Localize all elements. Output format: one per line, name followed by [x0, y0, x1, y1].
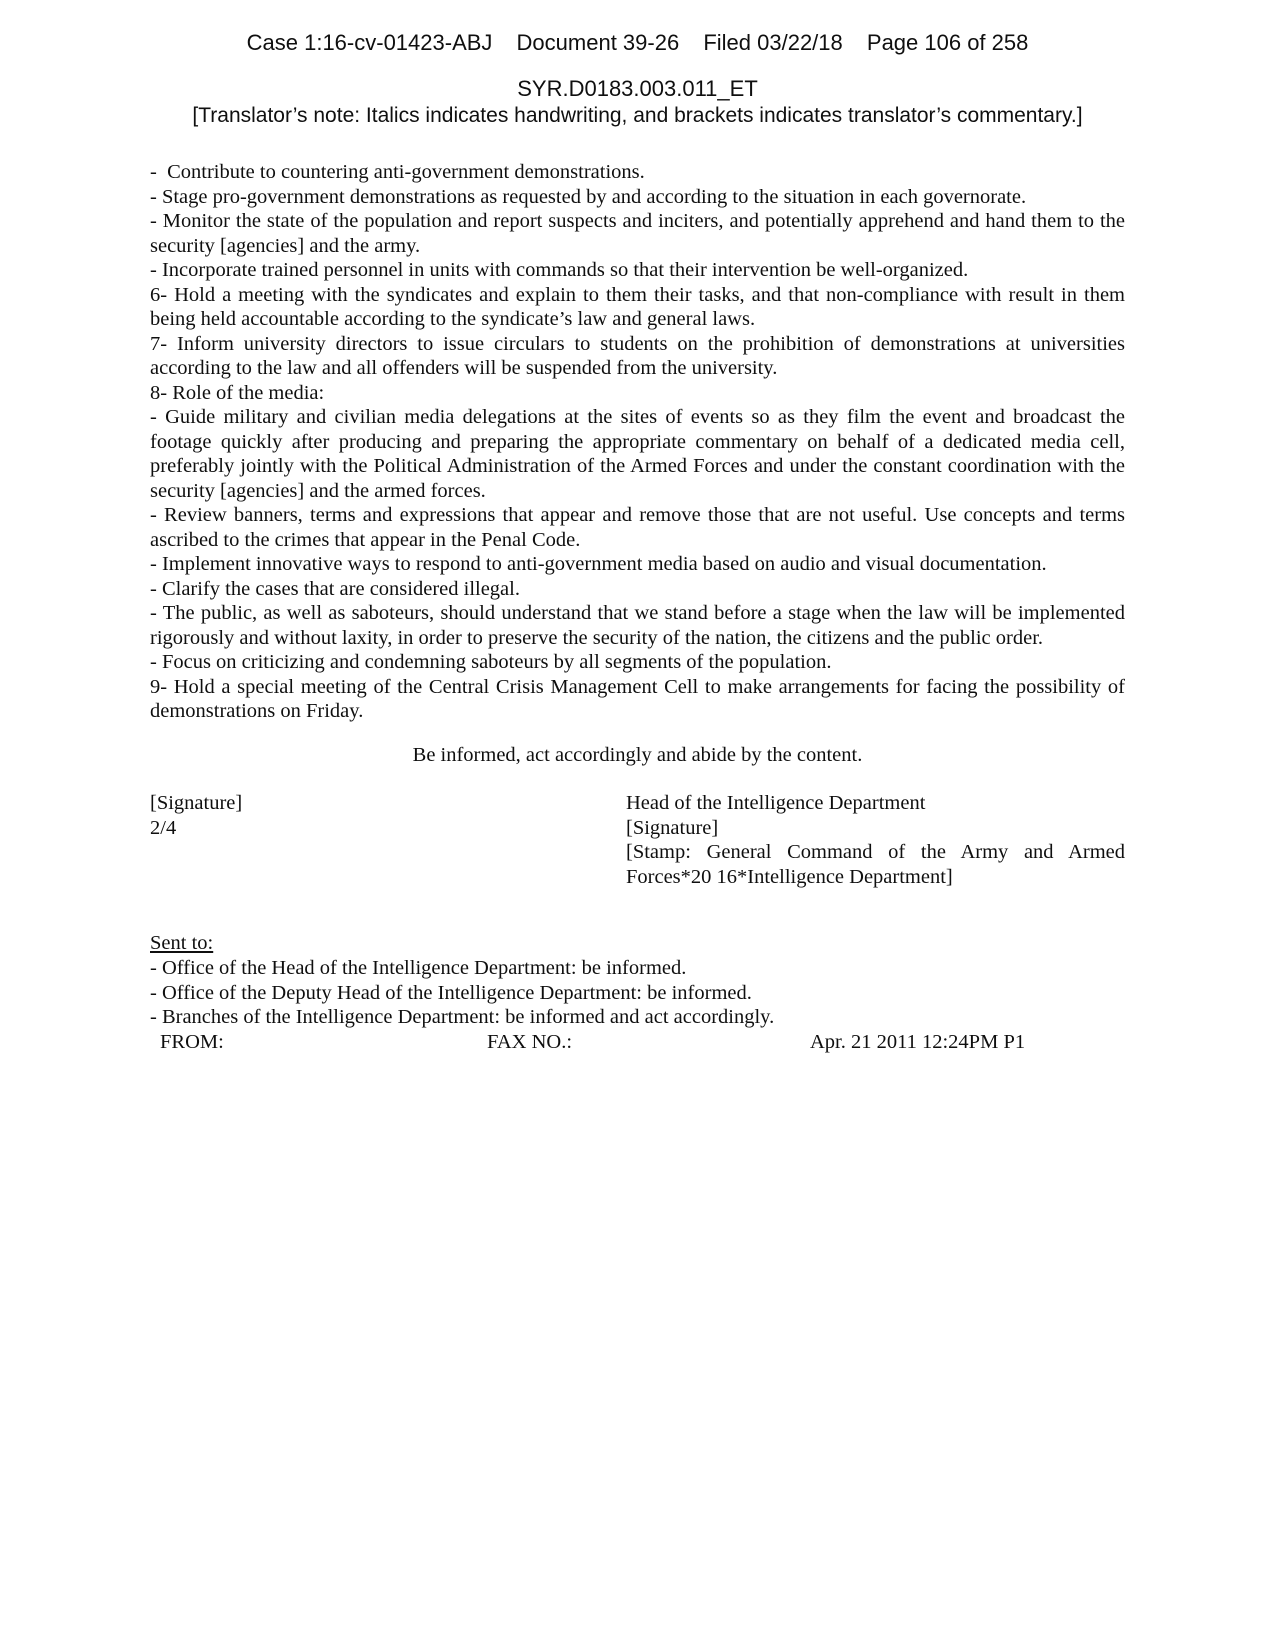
- translator-note: [Translator’s note: Italics indicates handwriting, and brackets indicates translator’s commentary.]: [192, 104, 1083, 127]
- closing-instruction: Be informed, act accordingly and abide by the content.: [412, 743, 863, 766]
- fax-from-label: FROM:: [160, 1031, 224, 1054]
- court-header: [0, 30, 1275, 55]
- body-paragraph: - The public, as well as saboteurs, should understand that we stand before a stage when the law will be implemented rigorously and without laxity, in order to preserve the security of the nation, the citizens and the public order.: [150, 602, 1131, 649]
- body-paragraph: - Focus on criticizing and condemning saboteurs by all segments of the population.: [150, 651, 832, 673]
- signature-left-column: [150, 791, 626, 889]
- signature-block: [150, 791, 1125, 889]
- sent-to-section: [150, 931, 1125, 1030]
- body-paragraph: - Guide military and civilian media delegations at the sites of events so as they film the event and broadcast the footage quickly after producing and preparing the appropriate commentary on behalf of a dedicated media cell, preferably jointly with the Political Administration of the Armed Forces and under the constant coordination with the security [agencies] and the armed forces.: [150, 406, 1131, 502]
- body-paragraph: - Monitor the state of the population and report suspects and inciters, and potentially apprehend and hand them to the security [agencies] and the army.: [150, 210, 1131, 257]
- fax-number-label: FAX NO.:: [487, 1031, 573, 1054]
- body-paragraph: 6- Hold a meeting with the syndicates and explain to them their tasks, and that non-compliance with result in them being held accountable according to the syndicate’s law and general laws.: [150, 283, 1131, 330]
- signature-right-column: [626, 791, 1125, 889]
- body-paragraph: - Implement innovative ways to respond to anti-government media based on audio and visual documentation.: [150, 553, 1047, 575]
- document-number: Document 39-26: [516, 30, 680, 55]
- document-body: [150, 160, 1131, 724]
- signature-placeholder: [Signature]: [150, 792, 243, 814]
- sent-to-heading: Sent to:: [150, 932, 214, 954]
- document-id: SYR.D0183.003.011_ET: [517, 76, 758, 101]
- fax-timestamp: Apr. 21 2011 12:24PM P1: [810, 1031, 1026, 1054]
- page-number: Page 106 of 258: [866, 30, 1029, 55]
- body-paragraph: - Contribute to countering anti-government demonstrations.: [150, 161, 645, 183]
- signature-placeholder: [Signature]: [626, 816, 719, 839]
- sent-to-item: - Branches of the Intelligence Department: be informed and act accordingly.: [150, 1006, 775, 1029]
- sent-to-item: - Office of the Head of the Intelligence Department: be informed.: [150, 956, 687, 979]
- page-fraction: 2/4: [150, 816, 177, 839]
- body-paragraph: 7- Inform university directors to issue circulars to students on the prohibition of demonstrations at universities according to the law and all offenders will be suspended from the university.: [150, 332, 1131, 379]
- body-paragraph: - Stage pro-government demonstrations as requested by and according to the situation in each governorate.: [150, 185, 1027, 208]
- signatory-title: Head of the Intelligence Department: [626, 792, 926, 814]
- body-paragraph: - Incorporate trained personnel in units with commands so that their intervention be well-organized.: [150, 259, 969, 281]
- case-number: Case 1:16-cv-01423-ABJ: [246, 30, 493, 55]
- filed-date: Filed 03/22/18: [703, 30, 843, 55]
- fax-header-row: [150, 1030, 1125, 1055]
- body-paragraph: - Review banners, terms and expressions that appear and remove those that are not useful. Use concepts and terms ascribed to the crimes that appear in the Penal Code.: [150, 504, 1131, 551]
- body-paragraph: 8- Role of the media:: [150, 381, 325, 404]
- stamp-note: [Stamp: General Command of the Army and Armed Forces*20 16*Intelligence Department]: [626, 841, 1125, 888]
- sent-to-item: - Office of the Deputy Head of the Intelligence Department: be informed.: [150, 981, 752, 1004]
- body-paragraph: 9- Hold a special meeting of the Central Crisis Management Cell to make arrangements for facing the possibility of demonstrations on Friday.: [150, 675, 1131, 722]
- body-paragraph: - Clarify the cases that are considered illegal.: [150, 577, 520, 600]
